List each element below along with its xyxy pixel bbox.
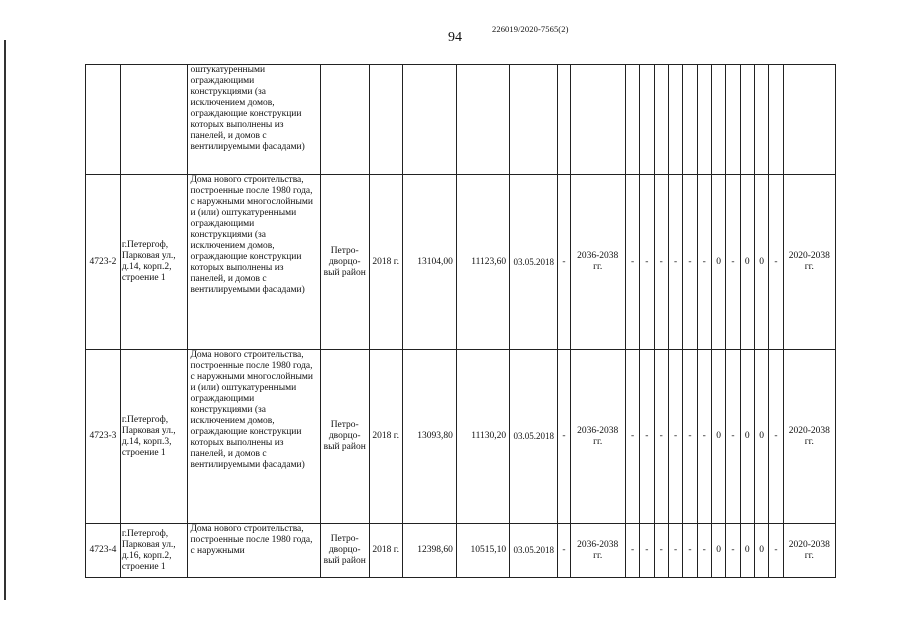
row-district xyxy=(320,65,369,175)
row-year: 2018 г. xyxy=(369,350,402,524)
row-description: Дома нового строительства, построенные после 1980 года, с наружными многослойными и (или) оштукатуренными ограждающими конструкциями (за исключением домов, ограждающие конструкции которых выполнены из панелей, и домов с вентилируемыми фасадами) xyxy=(188,350,320,524)
row-cell: - xyxy=(625,524,639,578)
row-id: 4723-3 xyxy=(86,350,121,524)
housing-table xyxy=(85,64,836,578)
row-year: 2018 г. xyxy=(369,175,402,350)
row-district: Петро-дворцо-вый район xyxy=(320,524,369,578)
row-period: 2036-2038 гг. xyxy=(570,524,625,578)
row-cell: 0 xyxy=(754,175,768,350)
row-cell: 0 xyxy=(754,350,768,524)
table-row xyxy=(86,65,836,175)
row-id xyxy=(86,65,121,175)
row-dash: - xyxy=(558,524,570,578)
row-address: г.Петергоф, Парковая ул., д.14, корп.2, строение 1 xyxy=(120,175,188,350)
table-row xyxy=(86,524,836,578)
row-area-total: 13093,80 xyxy=(402,350,456,524)
row-cell: 0 xyxy=(740,175,754,350)
row-cell: - xyxy=(726,350,740,524)
table-row xyxy=(86,350,836,524)
row-cell xyxy=(754,65,768,175)
row-cell xyxy=(697,65,711,175)
row-description: оштукатуренными ограждающими конструкциями (за исключением домов, ограждающие конструкции которых выполнены из панелей, и домов с вентилируемыми фасадами) xyxy=(188,65,320,175)
row-cell: - xyxy=(769,175,783,350)
row-cell xyxy=(625,65,639,175)
table-row xyxy=(86,175,836,350)
row-cell xyxy=(654,65,668,175)
row-id: 4723-4 xyxy=(86,524,121,578)
row-area-living: 11130,20 xyxy=(456,350,509,524)
row-district: Петро-дворцо-вый район xyxy=(320,175,369,350)
row-area-living: 11123,60 xyxy=(456,175,509,350)
row-cell: - xyxy=(697,350,711,524)
row-end-period: 2020-2038 гг. xyxy=(783,175,835,350)
page-number: 94 xyxy=(448,30,462,45)
row-cell xyxy=(640,65,654,175)
row-cell: - xyxy=(697,524,711,578)
row-cell: - xyxy=(640,175,654,350)
document-code: 226019/2020-7565(2) xyxy=(492,24,569,34)
row-id: 4723-2 xyxy=(86,175,121,350)
row-cell xyxy=(711,65,725,175)
row-end-period xyxy=(783,65,835,175)
row-year xyxy=(369,65,402,175)
row-cell: - xyxy=(625,175,639,350)
row-cell xyxy=(668,65,682,175)
row-cell: - xyxy=(683,350,697,524)
row-cell: 0 xyxy=(754,524,768,578)
row-dash: - xyxy=(558,350,570,524)
row-period xyxy=(570,65,625,175)
row-address: г.Петергоф, Парковая ул., д.16, корп.2, строение 1 xyxy=(120,524,188,578)
row-cell: - xyxy=(668,175,682,350)
row-cell: - xyxy=(726,175,740,350)
row-description: Дома нового строительства, построенные после 1980 года, с наружными xyxy=(188,524,320,578)
row-cell xyxy=(683,65,697,175)
row-date xyxy=(510,65,558,175)
row-cell: - xyxy=(769,350,783,524)
row-cell: 0 xyxy=(740,524,754,578)
scan-edge-line xyxy=(4,40,6,600)
row-dash: - xyxy=(558,175,570,350)
row-cell: - xyxy=(654,350,668,524)
row-address xyxy=(120,65,188,175)
row-cell: - xyxy=(640,524,654,578)
row-end-period: 2020-2038 гг. xyxy=(783,524,835,578)
row-cell: 0 xyxy=(711,524,725,578)
row-cell: - xyxy=(654,524,668,578)
row-date: 03.05.2018 xyxy=(510,524,558,578)
row-cell: - xyxy=(668,350,682,524)
row-cell: 0 xyxy=(711,350,725,524)
row-dash xyxy=(558,65,570,175)
row-description: Дома нового строительства, построенные после 1980 года, с наружными многослойными и (или) оштукатуренными ограждающими конструкциями (за исключением домов, ограждающие конструкции которых выполнены из панелей, и домов с вентилируемыми фасадами) xyxy=(188,175,320,350)
row-cell xyxy=(769,65,783,175)
row-cell: 0 xyxy=(740,350,754,524)
row-cell xyxy=(740,65,754,175)
row-period: 2036-2038 гг. xyxy=(570,175,625,350)
row-cell: - xyxy=(668,524,682,578)
row-year: 2018 г. xyxy=(369,524,402,578)
row-cell: - xyxy=(726,524,740,578)
row-cell: - xyxy=(769,524,783,578)
row-area-living: 10515,10 xyxy=(456,524,509,578)
row-area-total: 13104,00 xyxy=(402,175,456,350)
row-district: Петро-дворцо-вый район xyxy=(320,350,369,524)
row-cell: - xyxy=(654,175,668,350)
row-cell: - xyxy=(697,175,711,350)
row-date: 03.05.2018 xyxy=(510,175,558,350)
row-cell: 0 xyxy=(711,175,725,350)
row-area-total: 12398,60 xyxy=(402,524,456,578)
row-cell: - xyxy=(625,350,639,524)
row-cell: - xyxy=(683,175,697,350)
row-date: 03.05.2018 xyxy=(510,350,558,524)
row-end-period: 2020-2038 гг. xyxy=(783,350,835,524)
row-area-living xyxy=(456,65,509,175)
row-cell: - xyxy=(640,350,654,524)
row-cell: - xyxy=(683,524,697,578)
row-cell xyxy=(726,65,740,175)
row-period: 2036-2038 гг. xyxy=(570,350,625,524)
row-area-total xyxy=(402,65,456,175)
row-address: г.Петергоф, Парковая ул., д.14, корп.3, строение 1 xyxy=(120,350,188,524)
